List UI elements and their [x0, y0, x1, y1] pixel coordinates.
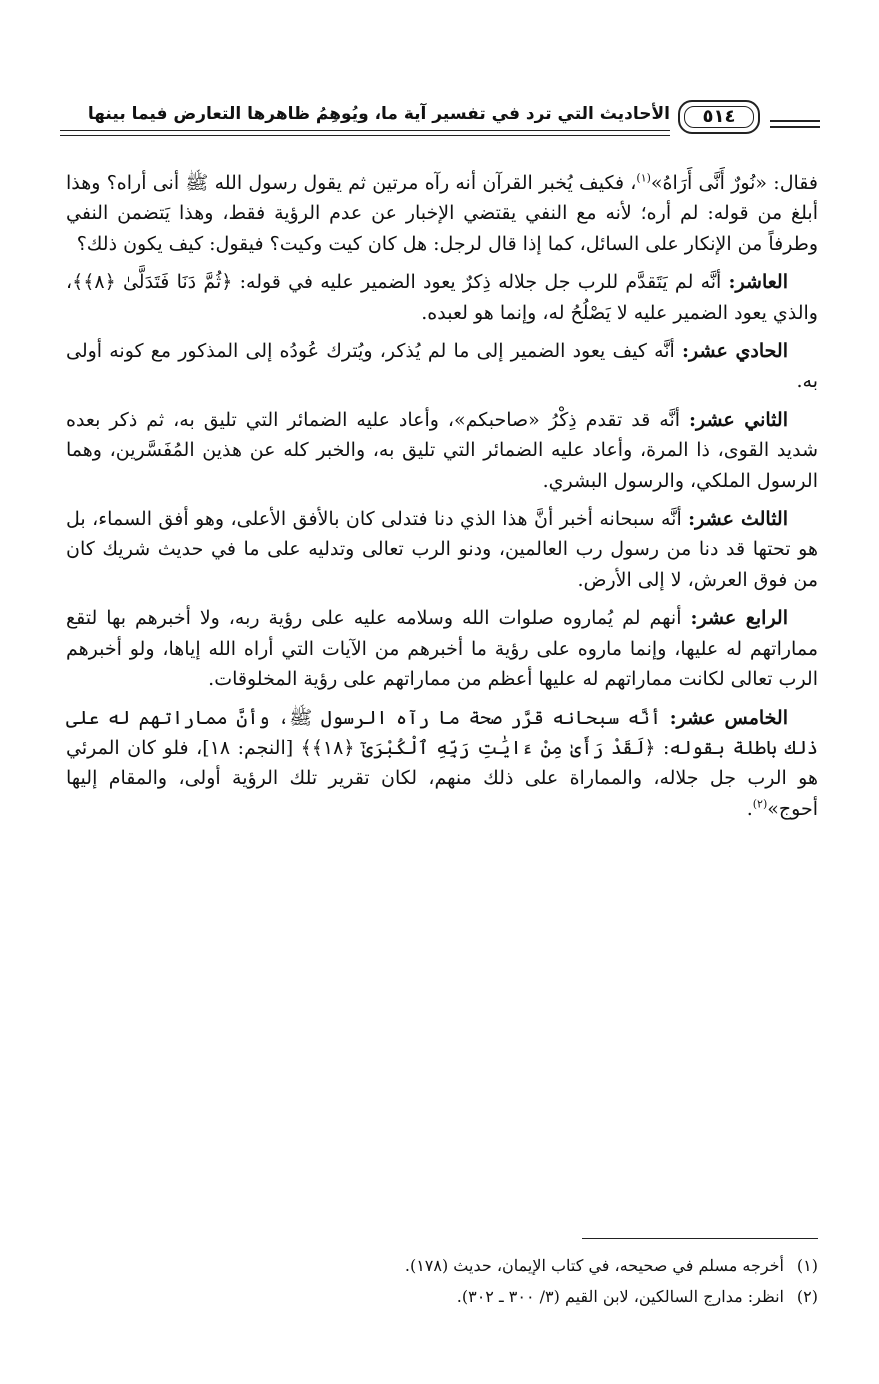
footnote	[66, 1281, 818, 1312]
paragraph	[66, 168, 818, 259]
paragraph-lead: الخامس عشر:	[669, 706, 789, 729]
paragraph-lead: العاشر:	[728, 271, 788, 294]
header-rule-top	[60, 130, 670, 131]
footnote	[66, 1250, 818, 1281]
page-number-frame	[678, 100, 760, 134]
paragraph	[66, 504, 818, 595]
paragraph-lead: الثالث عشر:	[688, 508, 789, 531]
paragraph-tail: ، فكيف يُخبر القرآن أنه رآه مرتين ثم يقول رسول الله ﷺ أنى أراه؟ وهذا أبلغ من قوله: لم أره؛ لأنه مع النفي يقتضي الإخبار عن عدم الرؤية فقط، وهذا يَتضمن النفي وطرفاً من الإنكار على السائل، كما إذا قال لرجل: هل كان كيت وكيت؟ فيقول: كيف يكون ذلك؟	[66, 172, 818, 255]
paragraph	[66, 603, 818, 694]
paragraph-tail: .	[746, 797, 753, 820]
footnote-number: (١)	[796, 1256, 818, 1275]
footnotes	[66, 1250, 818, 1312]
paragraph-text: أنَّه كيف يعود الضمير إلى ما لم يُذكر، ويُترك عُودُه إلى المذكور مع كونه أولى به.	[66, 340, 818, 393]
page-header	[60, 100, 820, 150]
running-title: الأحاديث التي ترد في تفسير آية ما، ويُوهِمُ ظاهرها التعارض فيما بينها	[87, 104, 670, 124]
paragraph-lead: الثاني عشر:	[688, 408, 788, 431]
footnote-number: (٢)	[796, 1287, 818, 1306]
paragraph-text: أنهم لم يُماروه صلوات الله وسلامه عليه على رؤية ربه، ولا أخبرهم بها لتقع مماراتهم له عليها، وإنما ماروه على رؤية ما أخبرهم من الآيات التي أراه الله إياها، ولو أخبرهم الرب تعالى لكانت مماراتهم له عليها أعظم من مماراتهم على رؤية المخلوقات.	[66, 607, 818, 691]
header-rule-right-top	[770, 120, 820, 122]
header-rule-bottom	[60, 135, 670, 136]
paragraph-text: أنَّه سبحانه أخبر أنَّ هذا الذي دنا فتدلى كان بالأفق الأعلى، وهو أفق السماء، بل هو تحتها قد دنا من رسول رب العالمين، ودنو الرب تعالى وتدليه على ما في حديث شريك كان من فوق العرش، لا إلى الأرض.	[66, 508, 818, 591]
footnote-ref[interactable]: (١)	[636, 171, 651, 185]
paragraph	[66, 703, 818, 825]
paragraph-text: فقال: «نُورٌ أَنَّى أَرَاهُ»	[650, 172, 818, 194]
body-text	[66, 168, 818, 832]
footnote-text: أخرجه مسلم في صحيحه، في كتاب الإيمان، حديث (١٧٨).	[404, 1256, 784, 1275]
paragraph-text: أنَّه لم يَتَقدَّم للرب جل جلاله ذِكرٌ يعود الضمير عليه في قوله: ﴿ثُمَّ دَنَا فَتَدَلَّىٰ ﴿٨﴾﴾، والذي يعود الضمير عليه لا يَصْلُحُ له، وإنما هو لعبده.	[66, 271, 818, 324]
header-rule-right-bottom	[770, 126, 820, 128]
paragraph-text: أنَّه قد تقدم ذِكْرُ «صاحبكم»، وأعاد عليه الضمائر التي تليق به، ثم ذكر بعده شديد القوى، ذا المرة، وأعاد عليه الضمائر التي تليق به، والخبر كله عن هذين المُفَسَّرين، وهما الرسول الملكي، والرسول البشري.	[66, 408, 818, 492]
paragraph-lead: الرابع عشر:	[690, 607, 788, 630]
footnote-ref[interactable]: (٢)	[752, 797, 768, 811]
paragraph	[66, 336, 818, 397]
footnote-text: انظر: مدارج السالكين، لابن القيم (٣/ ٣٠٠ ـ ٣٠٢).	[456, 1287, 784, 1306]
page-number: ٥١٤	[684, 106, 754, 128]
paragraph	[66, 405, 818, 496]
footnote-separator	[582, 1238, 818, 1239]
paragraph-text: أنَّه سبحانه قرَّر صحة ما رآه الرسول ﷺ، وأنَّ مماراتهم له على ذلك باطلة بقوله: ﴿لَقَدْ رَأَىٰ مِنْ ءَايَٰتِ رَبِّهِ ٱلْكُبْرَىٰٓ ﴿١٨﴾﴾ [النجم: ١٨]، فلو كان المرئي هو الرب جل جلاله، والمماراة على ذلك منهم، لكان تقرير تلك الرؤية أولى، والمقام إليها أحوج»	[66, 706, 818, 820]
paragraph	[66, 267, 818, 328]
paragraph-lead: الحادي عشر:	[682, 340, 788, 363]
